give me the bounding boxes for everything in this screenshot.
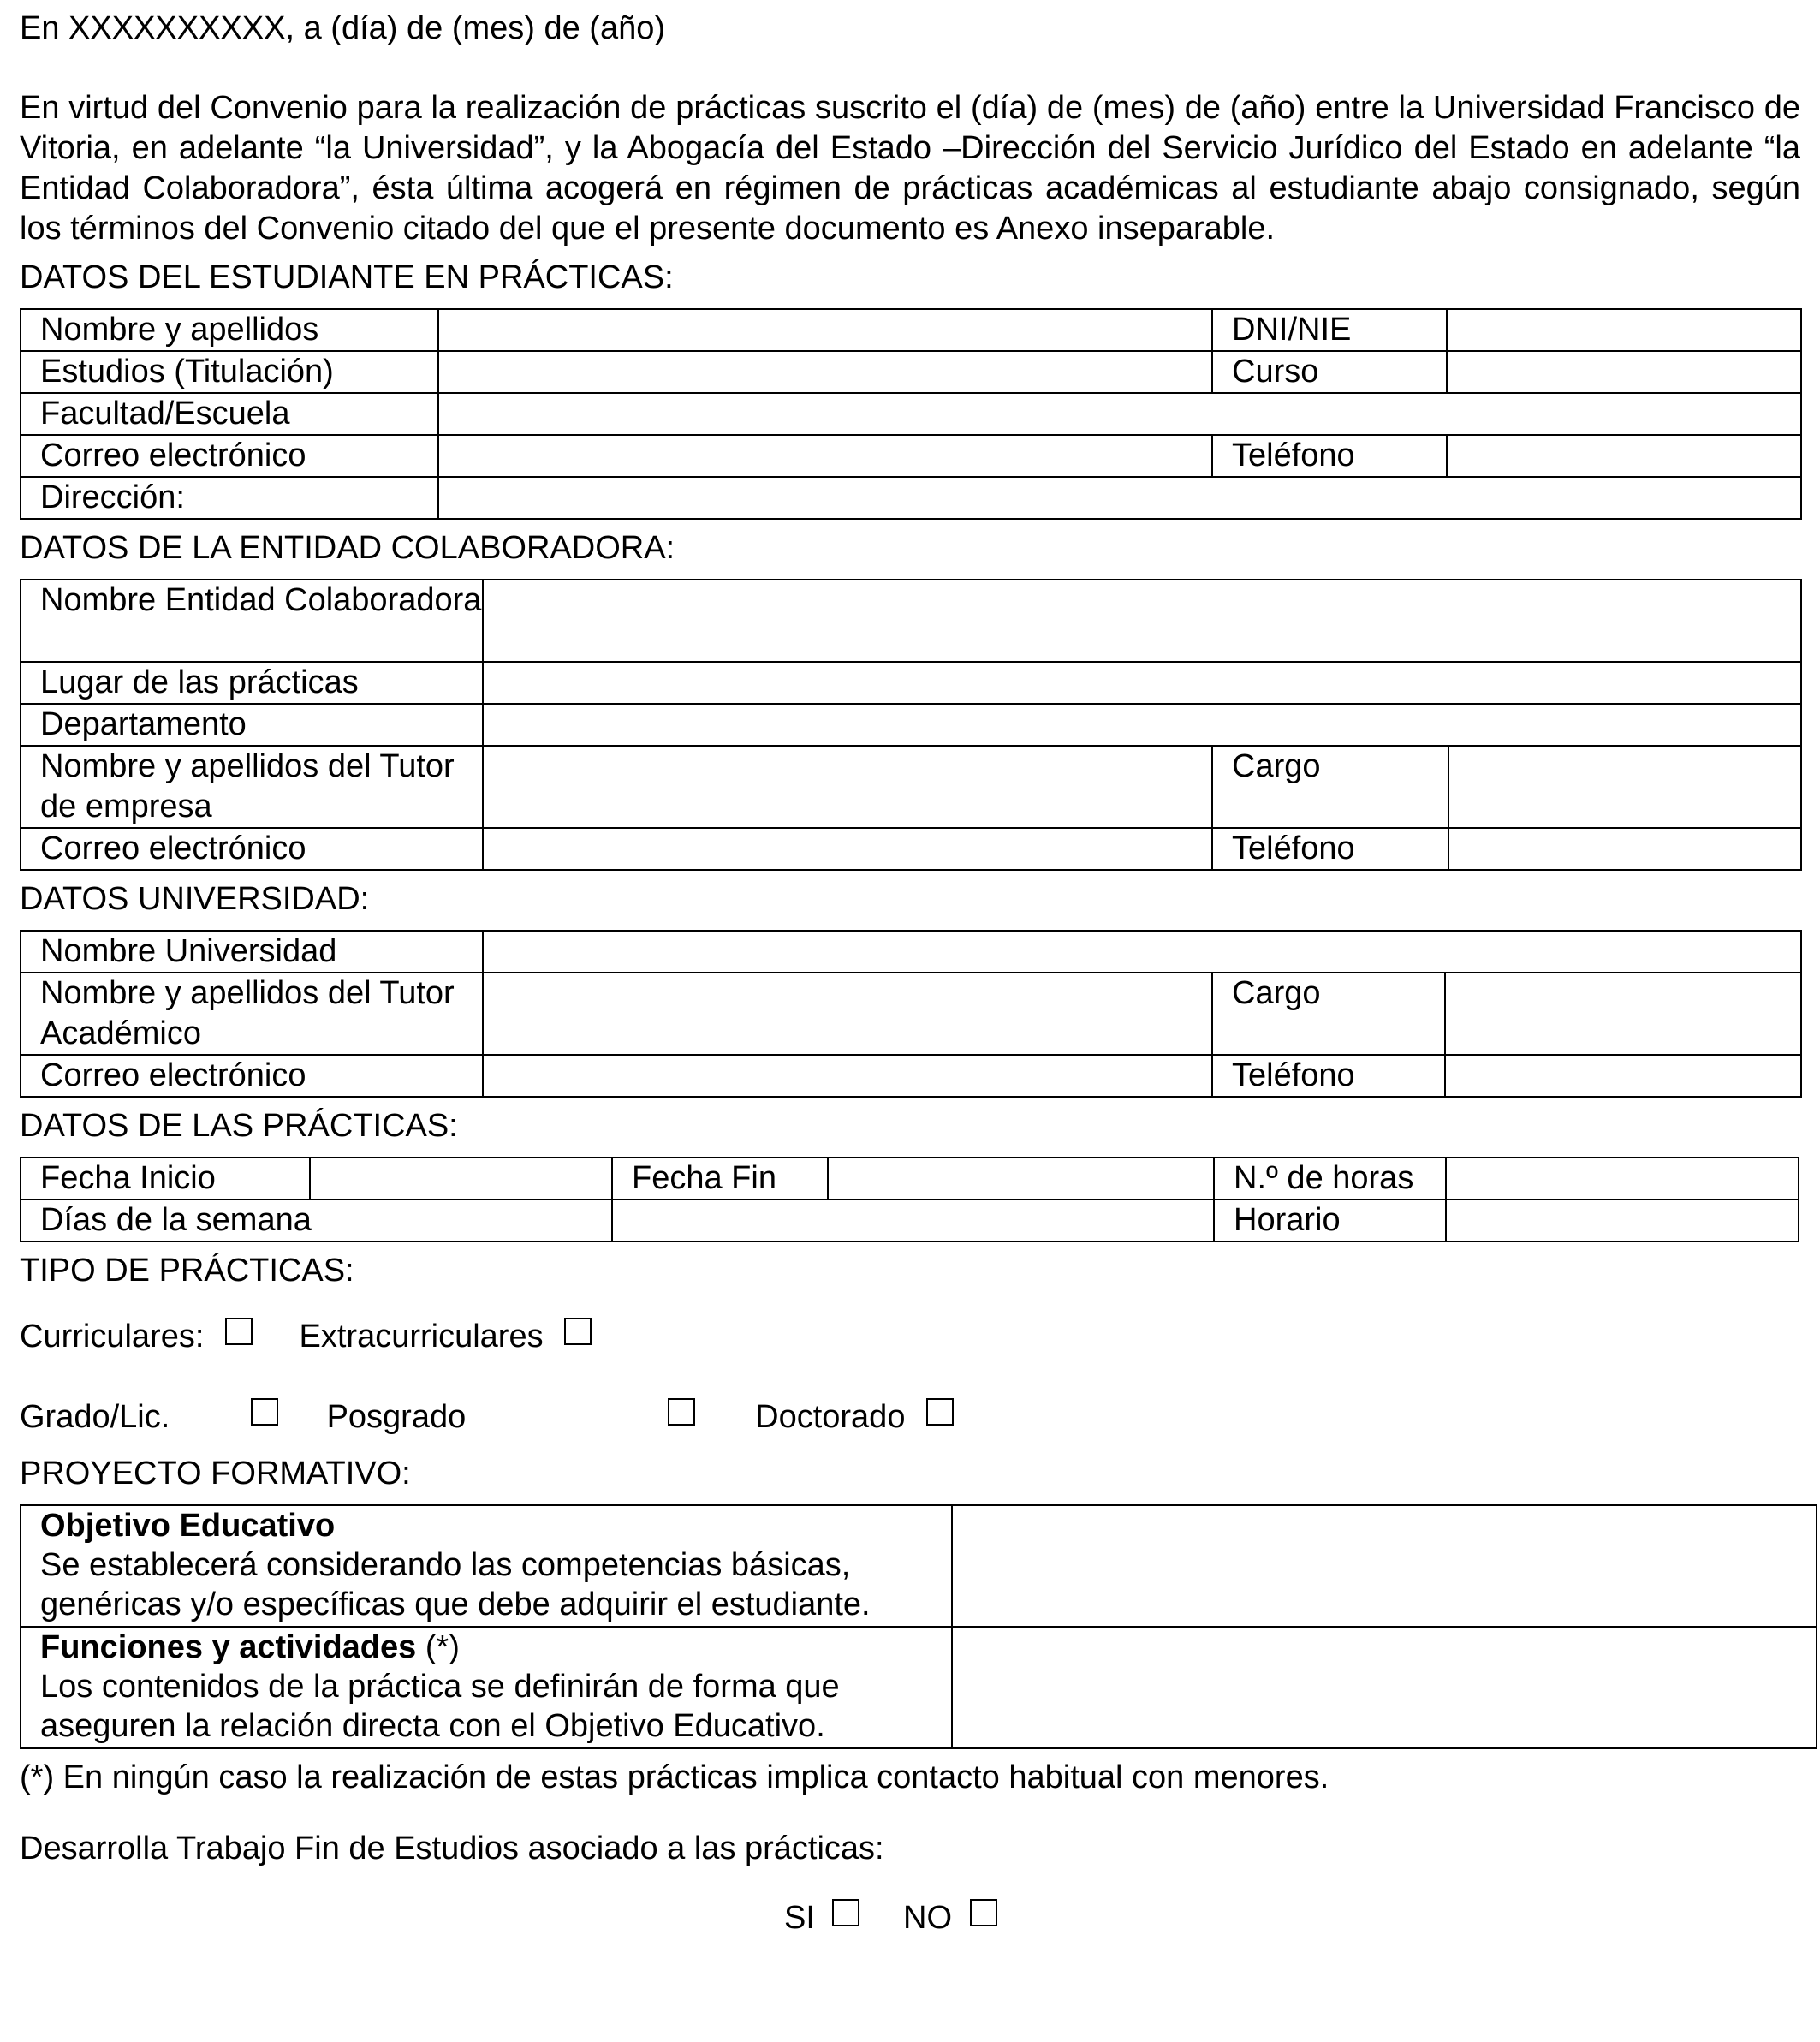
table-row	[21, 828, 1801, 870]
university-table	[20, 930, 1802, 1098]
student-section-heading: DATOS DEL ESTUDIANTE EN PRÁCTICAS:	[20, 259, 674, 295]
objective-title: Objetivo Educativo	[40, 1508, 336, 1544]
extracurricular-checkbox[interactable]	[564, 1318, 592, 1345]
student-address-field[interactable]	[438, 477, 1801, 519]
degree-checkbox[interactable]	[251, 1398, 278, 1426]
table-row	[21, 746, 1801, 828]
internship-table	[20, 1157, 1799, 1242]
entity-place-field[interactable]	[483, 662, 1801, 704]
objective-cell	[21, 1505, 952, 1627]
doctorate-label: Doctorado	[755, 1399, 906, 1435]
internship-hours-label: N.º de horas	[1214, 1158, 1446, 1200]
student-faculty-label: Facultad/Escuela	[21, 393, 438, 435]
doctorate-checkbox[interactable]	[926, 1398, 954, 1426]
student-faculty-field[interactable]	[438, 393, 1801, 435]
entity-email-field[interactable]	[483, 828, 1212, 870]
entity-tutor-field[interactable]	[483, 746, 1212, 828]
extracurricular-option	[300, 1308, 592, 1365]
student-email-label: Correo electrónico	[21, 435, 438, 477]
functions-description: Los contenidos de la práctica se definirán de forma que aseguren la relación directa con el Objetivo Educativo.	[40, 1669, 840, 1744]
postgrad-option	[327, 1389, 644, 1445]
entity-place-label: Lugar de las prácticas	[21, 662, 483, 704]
university-phone-label: Teléfono	[1212, 1055, 1445, 1097]
table-row	[21, 1158, 1799, 1200]
table-row	[21, 704, 1801, 746]
student-email-field[interactable]	[438, 435, 1212, 477]
entity-department-label: Departamento	[21, 704, 483, 746]
practice-type-options	[20, 1308, 1800, 1365]
curricular-option	[20, 1308, 253, 1365]
student-dni-field[interactable]	[1447, 309, 1801, 351]
yes-label: SI	[784, 1900, 815, 1936]
footnote: (*) En ningún caso la realización de estas prácticas implica contacto habitual con menores.	[20, 1759, 1329, 1795]
table-row	[21, 309, 1801, 351]
entity-name-field[interactable]	[483, 580, 1801, 662]
place-date-line: En XXXXXXXXXX, a (día) de (mes) de (año)	[20, 10, 666, 46]
curricular-checkbox[interactable]	[225, 1318, 253, 1345]
degree-label: Grado/Lic.	[20, 1399, 170, 1435]
student-studies-label: Estudios (Titulación)	[21, 351, 438, 393]
no-label: NO	[903, 1900, 953, 1936]
internship-hours-field[interactable]	[1446, 1158, 1799, 1200]
project-section-heading: PROYECTO FORMATIVO:	[20, 1456, 411, 1491]
table-row	[21, 931, 1801, 973]
student-name-field[interactable]	[438, 309, 1212, 351]
student-dni-label: DNI/NIE	[1212, 309, 1447, 351]
functions-footnote-mark: (*)	[416, 1629, 460, 1665]
entity-position-label: Cargo	[1212, 746, 1448, 828]
entity-table	[20, 579, 1802, 871]
university-tutor-label: Nombre y apellidos del Tutor Académico	[21, 973, 483, 1055]
university-position-field[interactable]	[1445, 973, 1801, 1055]
table-row	[21, 1627, 1817, 1748]
objective-field[interactable]	[952, 1505, 1817, 1627]
university-email-label: Correo electrónico	[21, 1055, 483, 1097]
project-table	[20, 1504, 1817, 1749]
university-position-label: Cargo	[1212, 973, 1445, 1055]
table-row	[21, 973, 1801, 1055]
degree-option	[20, 1389, 230, 1445]
student-phone-label: Teléfono	[1212, 435, 1447, 477]
internship-schedule-field[interactable]	[1446, 1200, 1799, 1241]
entity-name-label: Nombre Entidad Colaboradora	[21, 580, 483, 662]
student-address-label: Dirección:	[21, 477, 438, 519]
student-course-label: Curso	[1212, 351, 1447, 393]
university-name-label: Nombre Universidad	[21, 931, 483, 973]
student-phone-field[interactable]	[1447, 435, 1801, 477]
agreement-annex-form	[20, 9, 1800, 1946]
type-section-heading: TIPO DE PRÁCTICAS:	[20, 1253, 354, 1289]
student-table	[20, 308, 1802, 520]
doctorate-option	[755, 1389, 954, 1445]
internship-days-label: Días de la semana	[21, 1200, 612, 1241]
postgrad-checkbox[interactable]	[668, 1398, 695, 1426]
objective-description: Se establecerá considerando las competencias básicas, genéricas y/o específicas que debe adquirir el estudiante.	[40, 1547, 871, 1622]
table-row	[21, 662, 1801, 704]
university-section-heading: DATOS UNIVERSIDAD:	[20, 881, 370, 917]
table-row	[21, 1505, 1817, 1627]
internship-days-field[interactable]	[612, 1200, 1214, 1241]
entity-email-label: Correo electrónico	[21, 828, 483, 870]
intro-paragraph: En virtud del Convenio para la realización de prácticas suscrito el (día) de (mes) de (año) entre la Universidad Francisco de Vitoria, en adelante “la Universidad”, y la Abogacía del Estado –Dirección del Servicio Jurídico del Estado en adelante “la Entidad Colaboradora”, ésta última acogerá en régimen de prácticas académicas al estudiante abajo consignado, según los términos del Convenio citado del que el presente documento es Anexo inseparable.	[20, 90, 1800, 247]
tfe-options	[20, 1890, 1800, 1946]
functions-title: Funciones y actividades	[40, 1629, 417, 1665]
entity-department-field[interactable]	[483, 704, 1801, 746]
student-studies-field[interactable]	[438, 351, 1212, 393]
functions-field[interactable]	[952, 1627, 1817, 1748]
curricular-label: Curriculares:	[20, 1319, 205, 1354]
entity-section-heading: DATOS DE LA ENTIDAD COLABORADORA:	[20, 530, 675, 566]
internship-start-field[interactable]	[310, 1158, 612, 1200]
internship-start-label: Fecha Inicio	[21, 1158, 310, 1200]
university-name-field[interactable]	[483, 931, 1801, 973]
university-email-field[interactable]	[483, 1055, 1212, 1097]
no-checkbox[interactable]	[970, 1899, 997, 1926]
table-row	[21, 477, 1801, 519]
internship-end-field[interactable]	[828, 1158, 1214, 1200]
postgrad-label: Posgrado	[326, 1399, 467, 1435]
internship-end-label: Fecha Fin	[612, 1158, 828, 1200]
university-phone-field[interactable]	[1445, 1055, 1801, 1097]
level-options	[20, 1389, 1800, 1445]
table-row	[21, 1200, 1799, 1241]
table-row	[21, 1055, 1801, 1097]
internship-section-heading: DATOS DE LAS PRÁCTICAS:	[20, 1108, 458, 1144]
tfe-question: Desarrolla Trabajo Fin de Estudios asociado a las prácticas:	[20, 1831, 884, 1866]
yes-checkbox[interactable]	[832, 1899, 859, 1926]
table-row	[21, 580, 1801, 662]
entity-phone-label: Teléfono	[1212, 828, 1448, 870]
internship-schedule-label: Horario	[1214, 1200, 1446, 1241]
table-row	[21, 393, 1801, 435]
student-name-label: Nombre y apellidos	[21, 309, 438, 351]
table-row	[21, 351, 1801, 393]
entity-position-field[interactable]	[1448, 746, 1801, 828]
extracurricular-label: Extracurriculares	[299, 1319, 544, 1354]
university-tutor-field[interactable]	[483, 973, 1212, 1055]
table-row	[21, 435, 1801, 477]
student-course-field[interactable]	[1447, 351, 1801, 393]
functions-cell	[21, 1627, 952, 1748]
entity-phone-field[interactable]	[1448, 828, 1801, 870]
entity-tutor-label: Nombre y apellidos del Tutor de empresa	[21, 746, 483, 828]
